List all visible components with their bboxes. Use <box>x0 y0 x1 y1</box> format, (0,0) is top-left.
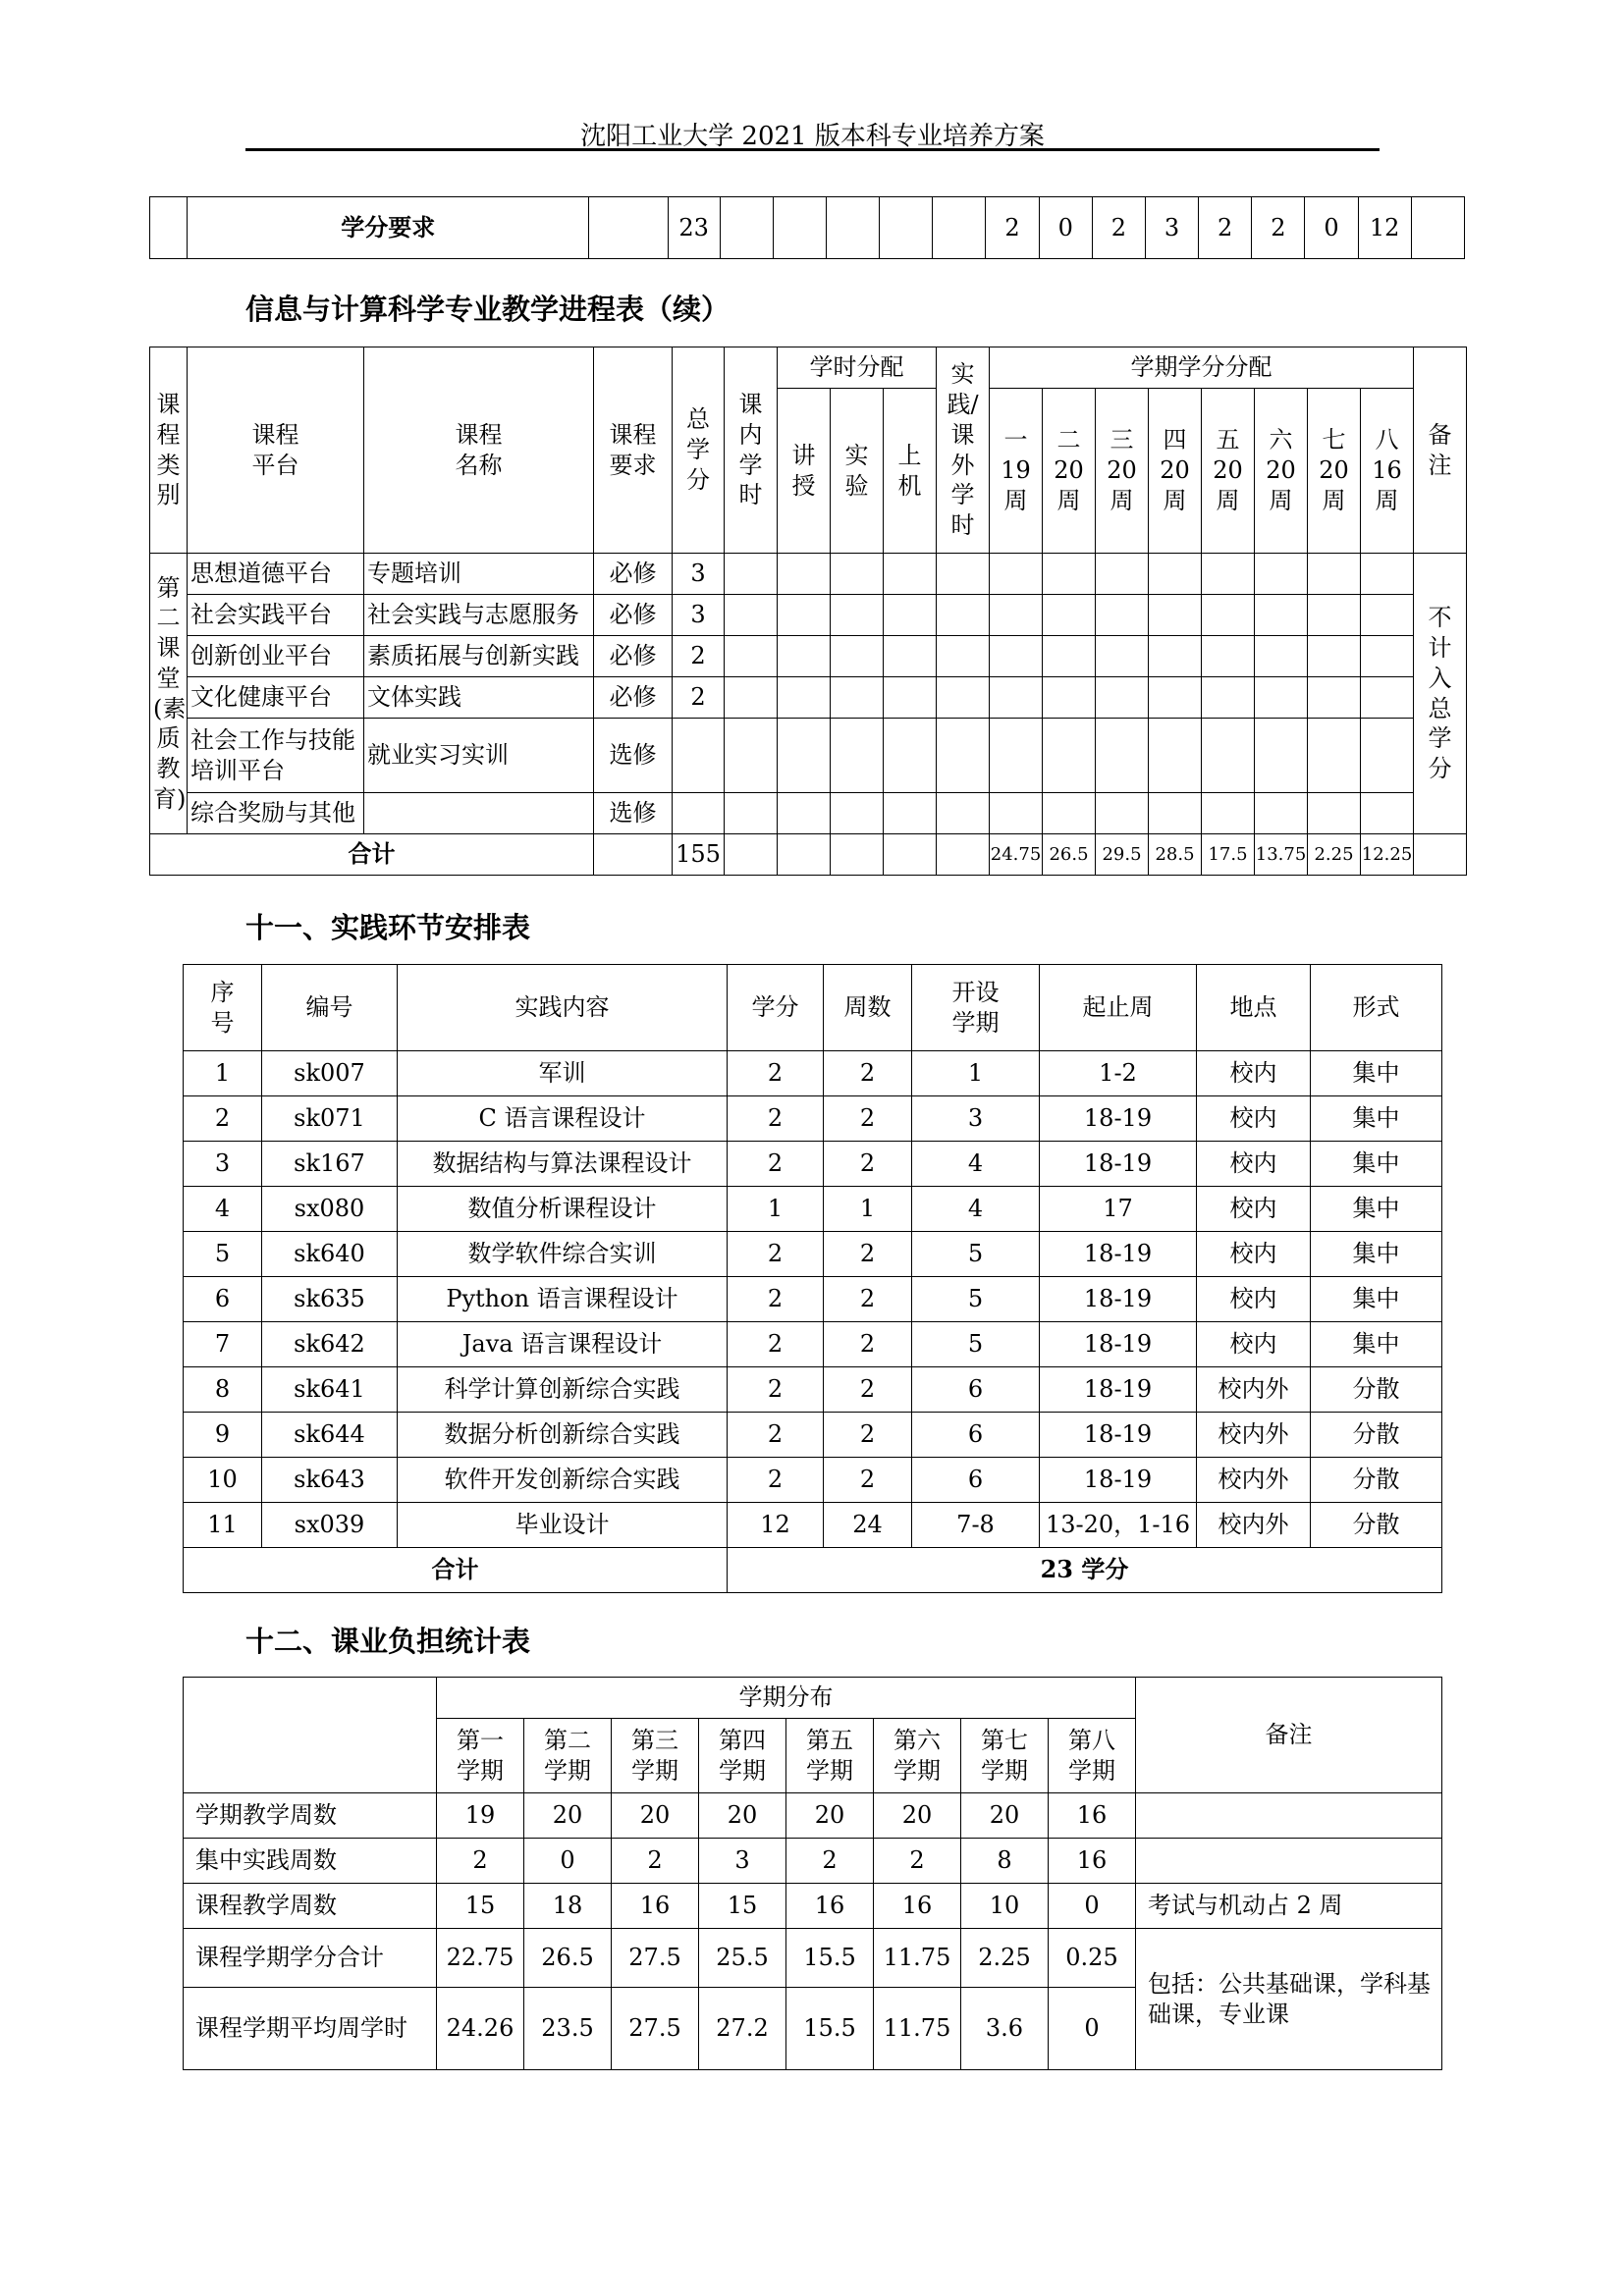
load-value: 22.75 <box>437 1929 524 1988</box>
load-value: 27.5 <box>612 1929 699 1988</box>
load-value: 20 <box>961 1793 1049 1839</box>
header-semester-distribution: 学期分布 <box>437 1678 1136 1719</box>
load-value: 20 <box>699 1793 786 1839</box>
total-row <box>150 834 1467 876</box>
total-semester-credit: 24.75 <box>990 834 1043 876</box>
semester-cell: 1 <box>912 1051 1040 1096</box>
header-platform: 课程平台 <box>188 347 364 554</box>
table-row <box>184 1232 1442 1277</box>
semester-cell: 3 <box>912 1096 1040 1142</box>
form-cell: 集中 <box>1311 1096 1442 1142</box>
code-cell: sk007 <box>262 1051 398 1096</box>
blank-cell <box>827 197 880 259</box>
start-end-cell: 18-19 <box>1040 1413 1197 1458</box>
header-credits: 学分 <box>728 965 824 1051</box>
header-semester-4: 四 20 周 <box>1149 389 1202 554</box>
header-lecture: 讲授 <box>778 389 831 554</box>
credits-cell: 2 <box>728 1142 824 1187</box>
load-value: 16 <box>1049 1839 1136 1884</box>
start-end-cell: 18-19 <box>1040 1142 1197 1187</box>
header-semester: 第八学期 <box>1049 1719 1136 1793</box>
platform-cell: 创新创业平台 <box>188 636 364 677</box>
load-value: 20 <box>874 1793 961 1839</box>
seq-cell: 4 <box>184 1187 262 1232</box>
credits-cell: 2 <box>728 1322 824 1367</box>
row-label: 课程学期学分合计 <box>184 1929 437 1988</box>
semester-cell: 5 <box>912 1277 1040 1322</box>
total-semester-credit: 13.75 <box>1255 834 1308 876</box>
load-value: 0 <box>1049 1988 1136 2070</box>
content-cell: C 语言课程设计 <box>398 1096 728 1142</box>
header-code: 编号 <box>262 965 398 1051</box>
location-cell: 校内外 <box>1197 1458 1311 1503</box>
seq-cell: 8 <box>184 1367 262 1413</box>
table-row <box>184 1187 1442 1232</box>
content-cell: Java 语言课程设计 <box>398 1322 728 1367</box>
header-seq: 序号 <box>184 965 262 1051</box>
header-semester-6: 六 20 周 <box>1255 389 1308 554</box>
table-row <box>184 1413 1442 1458</box>
header-semester-7: 七 20 周 <box>1308 389 1361 554</box>
semester-credit: 12 <box>1358 197 1411 259</box>
load-value: 11.75 <box>874 1988 961 2070</box>
header-start-end: 起止周 <box>1040 965 1197 1051</box>
table-row <box>184 1096 1442 1142</box>
load-value: 20 <box>612 1793 699 1839</box>
load-value: 15.5 <box>786 1929 874 1988</box>
header-experiment: 实验 <box>831 389 884 554</box>
course-name-cell: 就业实习实训 <box>364 719 594 793</box>
section-title-12: 十二、课业负担统计表 <box>245 1625 531 1658</box>
start-end-cell: 18-19 <box>1040 1096 1197 1142</box>
header-semester-distribution: 学期学分分配 <box>990 347 1414 389</box>
blank-cell <box>184 1678 437 1793</box>
progress-table <box>149 347 1467 876</box>
load-value: 20 <box>786 1793 874 1839</box>
course-name-cell: 素质拓展与创新实践 <box>364 636 594 677</box>
load-value: 0 <box>524 1839 612 1884</box>
total-semester-credit: 28.5 <box>1149 834 1202 876</box>
load-value: 0 <box>1049 1884 1136 1929</box>
credits-cell: 2 <box>728 1458 824 1503</box>
credit-requirement-label: 学分要求 <box>188 197 589 259</box>
semester-cell: 4 <box>912 1187 1040 1232</box>
platform-cell: 社会工作与技能培训平台 <box>188 719 364 793</box>
weeks-cell: 2 <box>824 1413 912 1458</box>
table-row <box>184 1929 1442 1988</box>
load-value: 19 <box>437 1793 524 1839</box>
start-end-cell: 18-19 <box>1040 1232 1197 1277</box>
weeks-cell: 2 <box>824 1051 912 1096</box>
practice-table <box>183 964 1442 1593</box>
requirement-cell: 必修 <box>594 595 673 636</box>
load-value: 16 <box>1049 1793 1136 1839</box>
credits-cell: 1 <box>728 1187 824 1232</box>
load-value: 11.75 <box>874 1929 961 1988</box>
total-credits: 155 <box>673 834 725 876</box>
weeks-cell: 24 <box>824 1503 912 1548</box>
form-cell: 集中 <box>1311 1277 1442 1322</box>
seq-cell: 5 <box>184 1232 262 1277</box>
weeks-cell: 2 <box>824 1322 912 1367</box>
total-semester-credit: 12.25 <box>1361 834 1414 876</box>
header-semester: 第五学期 <box>786 1719 874 1793</box>
form-cell: 集中 <box>1311 1187 1442 1232</box>
table-row <box>184 1458 1442 1503</box>
header-computer: 上机 <box>884 389 937 554</box>
total-semester-credit: 29.5 <box>1096 834 1149 876</box>
semester-credit: 2 <box>1199 197 1252 259</box>
load-value: 27.2 <box>699 1988 786 2070</box>
code-cell: sk643 <box>262 1458 398 1503</box>
table-row <box>184 1142 1442 1187</box>
blank-cell <box>1411 197 1464 259</box>
header-semester-1: 一 19 周 <box>990 389 1043 554</box>
location-cell: 校内 <box>1197 1142 1311 1187</box>
credit-requirement-table <box>149 196 1465 259</box>
form-cell: 集中 <box>1311 1051 1442 1096</box>
platform-cell: 综合奖励与其他 <box>188 793 364 834</box>
requirement-cell: 选修 <box>594 719 673 793</box>
weeks-cell: 1 <box>824 1187 912 1232</box>
form-cell: 分散 <box>1311 1503 1442 1548</box>
header-hours-distribution: 学时分配 <box>778 347 937 389</box>
load-value: 25.5 <box>699 1929 786 1988</box>
course-name-cell: 专题培训 <box>364 554 594 595</box>
load-value: 2.25 <box>961 1929 1049 1988</box>
semester-credit: 0 <box>1305 197 1358 259</box>
seq-cell: 2 <box>184 1096 262 1142</box>
load-value: 10 <box>961 1884 1049 1929</box>
weeks-cell: 2 <box>824 1232 912 1277</box>
load-note: 包括：公共基础课，学科基础课，专业课 <box>1136 1929 1442 2070</box>
seq-cell: 10 <box>184 1458 262 1503</box>
start-end-cell: 13-20，1-16 <box>1040 1503 1197 1548</box>
practice-total-value: 23 学分 <box>728 1548 1442 1593</box>
course-name-cell: 社会实践与志愿服务 <box>364 595 594 636</box>
header-semester: 第四学期 <box>699 1719 786 1793</box>
load-table <box>183 1677 1442 2070</box>
credit-requirement-total: 23 <box>668 197 720 259</box>
table-row <box>184 1277 1442 1322</box>
location-cell: 校内 <box>1197 1051 1311 1096</box>
load-value: 26.5 <box>524 1929 612 1988</box>
semester-cell: 7-8 <box>912 1503 1040 1548</box>
load-value: 2 <box>874 1839 961 1884</box>
seq-cell: 3 <box>184 1142 262 1187</box>
load-value: 23.5 <box>524 1988 612 2070</box>
code-cell: sx039 <box>262 1503 398 1548</box>
semester-cell: 5 <box>912 1232 1040 1277</box>
credits-cell: 2 <box>673 677 725 719</box>
row-label: 学期教学周数 <box>184 1793 437 1839</box>
credits-cell: 2 <box>728 1367 824 1413</box>
header-category: 课程类别 <box>150 347 188 554</box>
load-value: 15 <box>437 1884 524 1929</box>
credits-cell: 2 <box>728 1277 824 1322</box>
page-header: 沈阳工业大学 2021 版本科专业培养方案 <box>580 122 1045 151</box>
table-row <box>150 793 1467 834</box>
form-cell: 集中 <box>1311 1232 1442 1277</box>
load-value: 3.6 <box>961 1988 1049 2070</box>
code-cell: sk642 <box>262 1322 398 1367</box>
table-row <box>184 1884 1442 1929</box>
credits-cell: 12 <box>728 1503 824 1548</box>
location-cell: 校内 <box>1197 1322 1311 1367</box>
seq-cell: 9 <box>184 1413 262 1458</box>
header-semester: 第三学期 <box>612 1719 699 1793</box>
content-cell: 数据分析创新综合实践 <box>398 1413 728 1458</box>
start-end-cell: 18-19 <box>1040 1322 1197 1367</box>
credits-cell <box>673 793 725 834</box>
course-name-cell <box>364 793 594 834</box>
weeks-cell: 2 <box>824 1096 912 1142</box>
location-cell: 校内外 <box>1197 1413 1311 1458</box>
semester-credit: 2 <box>1252 197 1305 259</box>
header-rule <box>245 148 1380 151</box>
code-cell: sk167 <box>262 1142 398 1187</box>
requirement-cell: 必修 <box>594 636 673 677</box>
row-label: 课程学期平均周学时 <box>184 1988 437 2070</box>
seq-cell: 7 <box>184 1322 262 1367</box>
load-value: 3 <box>699 1839 786 1884</box>
header-total-credits: 总学分 <box>673 347 725 554</box>
row-label: 课程教学周数 <box>184 1884 437 1929</box>
load-value: 16 <box>874 1884 961 1929</box>
start-end-cell: 18-19 <box>1040 1458 1197 1503</box>
header-location: 地点 <box>1197 965 1311 1051</box>
form-cell: 分散 <box>1311 1413 1442 1458</box>
credits-cell: 2 <box>673 636 725 677</box>
code-cell: sk635 <box>262 1277 398 1322</box>
requirement-cell: 选修 <box>594 793 673 834</box>
content-cell: 毕业设计 <box>398 1503 728 1548</box>
load-value: 2 <box>786 1839 874 1884</box>
weeks-cell: 2 <box>824 1458 912 1503</box>
location-cell: 校内 <box>1197 1232 1311 1277</box>
location-cell: 校内 <box>1197 1096 1311 1142</box>
load-value: 16 <box>612 1884 699 1929</box>
weeks-cell: 2 <box>824 1277 912 1322</box>
header-semester: 开设学期 <box>912 965 1040 1051</box>
content-cell: 数据结构与算法课程设计 <box>398 1142 728 1187</box>
start-end-cell: 1-2 <box>1040 1051 1197 1096</box>
weeks-cell: 2 <box>824 1367 912 1413</box>
semester-cell: 4 <box>912 1142 1040 1187</box>
requirement-cell: 必修 <box>594 554 673 595</box>
seq-cell: 11 <box>184 1503 262 1548</box>
credits-cell: 3 <box>673 554 725 595</box>
load-value: 15.5 <box>786 1988 874 2070</box>
load-value: 15 <box>699 1884 786 1929</box>
start-end-cell: 17 <box>1040 1187 1197 1232</box>
semester-cell: 5 <box>912 1322 1040 1367</box>
section-title-11: 十一、实践环节安排表 <box>245 911 531 944</box>
platform-cell: 社会实践平台 <box>188 595 364 636</box>
header-semester: 第一学期 <box>437 1719 524 1793</box>
table-row <box>150 636 1467 677</box>
blank-cell <box>589 197 668 259</box>
practice-total-label: 合计 <box>184 1548 728 1593</box>
header-content: 实践内容 <box>398 965 728 1051</box>
header-name: 课程名称 <box>364 347 594 554</box>
content-cell: 科学计算创新综合实践 <box>398 1367 728 1413</box>
credits-cell: 2 <box>728 1051 824 1096</box>
header-weeks: 周数 <box>824 965 912 1051</box>
section-title-continued: 信息与计算科学专业教学进程表（续） <box>245 293 731 326</box>
code-cell: sk641 <box>262 1367 398 1413</box>
code-cell: sk640 <box>262 1232 398 1277</box>
blank-cell <box>933 197 986 259</box>
header-semester-5: 五 20 周 <box>1202 389 1255 554</box>
content-cell: 软件开发创新综合实践 <box>398 1458 728 1503</box>
table-row <box>184 1322 1442 1367</box>
requirement-cell: 必修 <box>594 677 673 719</box>
credits-cell: 2 <box>728 1232 824 1277</box>
code-cell: sk644 <box>262 1413 398 1458</box>
credits-cell: 3 <box>673 595 725 636</box>
location-cell: 校内外 <box>1197 1367 1311 1413</box>
header-in-class-hours: 课内学时 <box>725 347 778 554</box>
blank-cell <box>720 197 773 259</box>
header-semester-8: 八 16 周 <box>1361 389 1414 554</box>
semester-cell: 6 <box>912 1413 1040 1458</box>
load-value: 8 <box>961 1839 1049 1884</box>
table-row <box>184 1793 1442 1839</box>
header-remarks: 备注 <box>1136 1678 1442 1793</box>
weeks-cell: 2 <box>824 1142 912 1187</box>
semester-credit: 0 <box>1039 197 1092 259</box>
content-cell: 数值分析课程设计 <box>398 1187 728 1232</box>
load-note: 考试与机动占 2 周 <box>1136 1884 1442 1929</box>
platform-cell: 思想道德平台 <box>188 554 364 595</box>
blank-cell <box>880 197 933 259</box>
table-row <box>184 1367 1442 1413</box>
total-semester-credit: 2.25 <box>1308 834 1361 876</box>
table-row <box>150 677 1467 719</box>
load-value: 24.26 <box>437 1988 524 2070</box>
semester-cell: 6 <box>912 1458 1040 1503</box>
table-row <box>184 1051 1442 1096</box>
form-cell: 分散 <box>1311 1458 1442 1503</box>
location-cell: 校内外 <box>1197 1503 1311 1548</box>
credits-cell: 2 <box>728 1096 824 1142</box>
form-cell: 分散 <box>1311 1367 1442 1413</box>
remarks-value: 不计入总学分 <box>1414 554 1467 834</box>
blank-cell <box>773 197 826 259</box>
load-value: 20 <box>524 1793 612 1839</box>
blank-cell <box>150 197 188 259</box>
seq-cell: 6 <box>184 1277 262 1322</box>
total-label: 合计 <box>150 834 594 876</box>
credits-cell: 2 <box>728 1413 824 1458</box>
form-cell: 集中 <box>1311 1322 1442 1367</box>
header-semester: 第七学期 <box>961 1719 1049 1793</box>
total-semester-credit: 17.5 <box>1202 834 1255 876</box>
load-value: 16 <box>786 1884 874 1929</box>
content-cell: Python 语言课程设计 <box>398 1277 728 1322</box>
location-cell: 校内 <box>1197 1187 1311 1232</box>
code-cell: sx080 <box>262 1187 398 1232</box>
header-practice-hours: 实践/课外学时 <box>937 347 990 554</box>
header-semester-3: 三 20 周 <box>1096 389 1149 554</box>
start-end-cell: 18-19 <box>1040 1277 1197 1322</box>
table-row <box>184 1503 1442 1548</box>
credits-cell <box>673 719 725 793</box>
content-cell: 数学软件综合实训 <box>398 1232 728 1277</box>
header-semester: 第六学期 <box>874 1719 961 1793</box>
form-cell: 集中 <box>1311 1142 1442 1187</box>
header-semester: 第二学期 <box>524 1719 612 1793</box>
load-value: 2 <box>437 1839 524 1884</box>
content-cell: 军训 <box>398 1051 728 1096</box>
row-label: 集中实践周数 <box>184 1839 437 1884</box>
category-value: 第二课堂(素质教育) <box>150 554 188 834</box>
load-value: 27.5 <box>612 1988 699 2070</box>
table-row <box>150 595 1467 636</box>
location-cell: 校内 <box>1197 1277 1311 1322</box>
header-requirement: 课程要求 <box>594 347 673 554</box>
semester-cell: 6 <box>912 1367 1040 1413</box>
semester-credit: 2 <box>986 197 1039 259</box>
practice-total-row <box>184 1548 1442 1593</box>
load-value: 18 <box>524 1884 612 1929</box>
load-value: 2 <box>612 1839 699 1884</box>
semester-credit: 2 <box>1092 197 1145 259</box>
table-row <box>150 554 1467 595</box>
header-form: 形式 <box>1311 965 1442 1051</box>
platform-cell: 文化健康平台 <box>188 677 364 719</box>
header-remarks: 备注 <box>1414 347 1467 554</box>
total-semester-credit: 26.5 <box>1043 834 1096 876</box>
table-row <box>150 719 1467 793</box>
header-semester-2: 二 20 周 <box>1043 389 1096 554</box>
code-cell: sk071 <box>262 1096 398 1142</box>
table-row <box>184 1839 1442 1884</box>
seq-cell: 1 <box>184 1051 262 1096</box>
course-name-cell: 文体实践 <box>364 677 594 719</box>
semester-credit: 3 <box>1145 197 1198 259</box>
load-value: 0.25 <box>1049 1929 1136 1988</box>
start-end-cell: 18-19 <box>1040 1367 1197 1413</box>
